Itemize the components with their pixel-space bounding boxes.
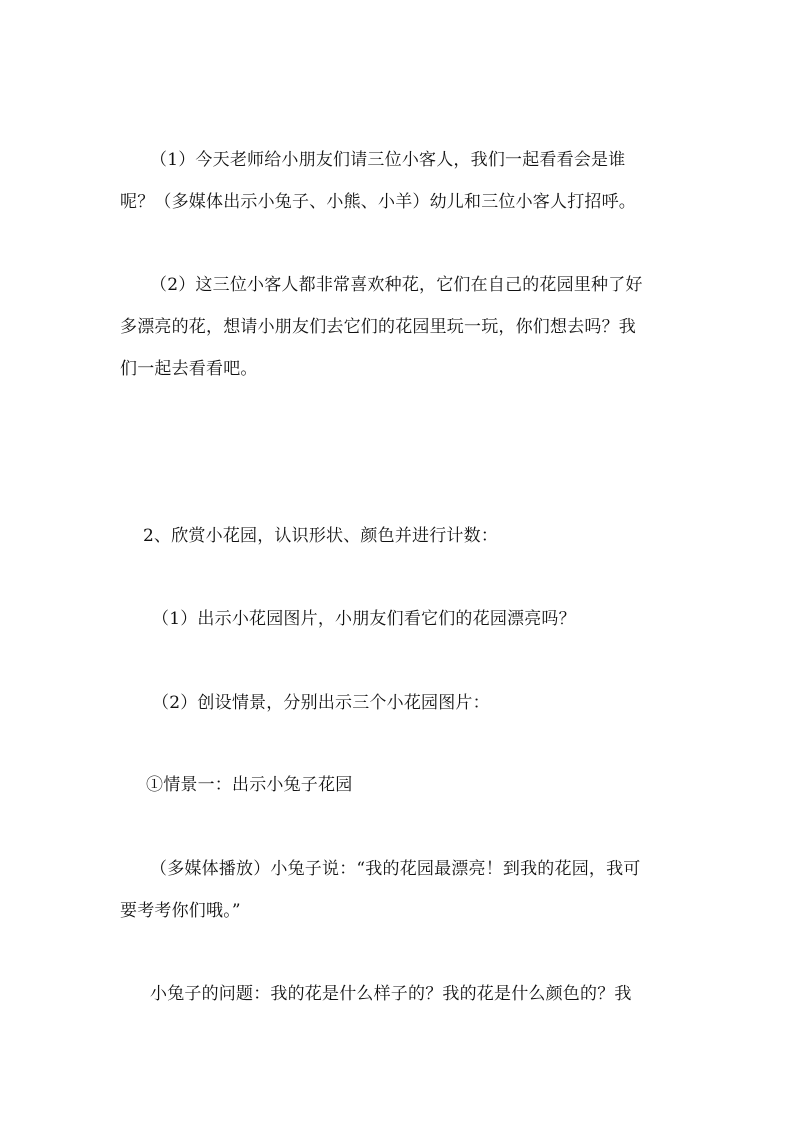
paragraph-5-line-1: （多媒体播放）小兔子说：“我的花园最漂亮！到我的花园，我可 [150,859,641,879]
paragraph-1-line-2: 呢？（多媒体出示小兔子、小熊、小羊）幼儿和三位小客人打招呼。 [120,192,636,212]
paragraph-2-line-1: （2）这三位小客人都非常喜欢种花，它们在自己的花园里种了好 [150,275,643,295]
paragraph-2-line-3: 们一起去看看吧。 [120,359,258,379]
paragraph-6-line-1: 小兔子的问题：我的花是什么样子的？我的花是什么颜色的？我 [150,984,632,1004]
paragraph-5-line-2: 要考考你们哦。” [120,901,241,921]
paragraph-3: （1）出示小花园图片，小朋友们看它们的花园漂亮吗？ [152,609,576,629]
paragraph-1-line-1: （1）今天老师给小朋友们请三位小客人，我们一起看看会是谁 [150,150,626,170]
paragraph-4: （2）创设情景，分别出示三个小花园图片： [152,693,490,713]
scenario-heading: ①情景一：出示小兔子花园 [146,775,353,795]
section-heading: 2、欣赏小花园，认识形状、颜色并进行计数： [143,526,499,546]
paragraph-2-line-2: 多漂亮的花，想请小朋友们去它们的花园里玩一玩，你们想去吗？我 [120,317,636,337]
